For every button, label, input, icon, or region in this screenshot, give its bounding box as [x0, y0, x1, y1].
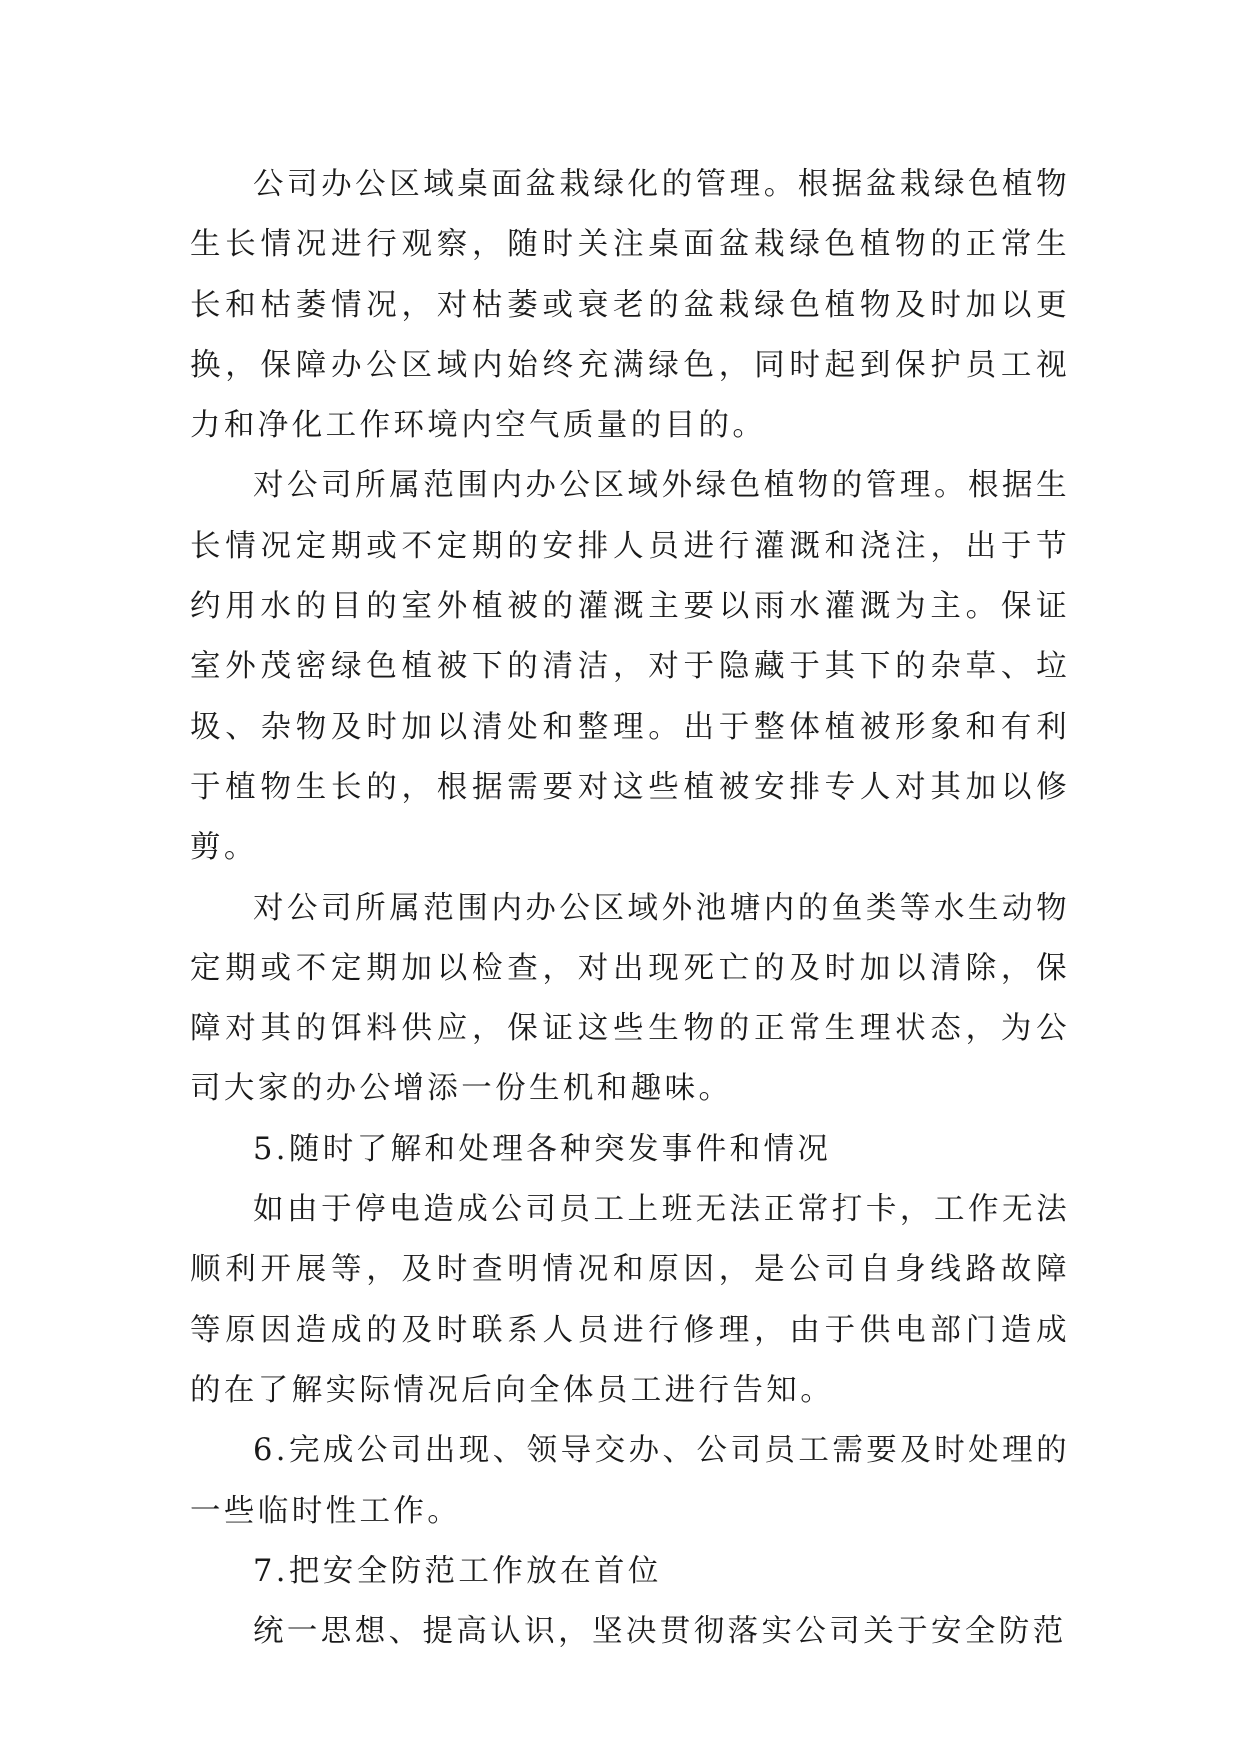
heading-safety-first: 7.把安全防范工作放在首位	[253, 1553, 662, 1589]
heading-emergencies: 5.随时了解和处理各种突发事件和情况	[253, 1131, 832, 1167]
paragraph-power-outage: 如由于停电造成公司员工上班无法正常打卡，工作无法顺利开展等，及时查明情况和原因，是公司自身线路故障等原因造成的及时联系人员进行修理，由于供电部门造成的在了解实际情况后向全体员工进行告知。	[190, 1192, 1070, 1408]
body-text	[190, 155, 1070, 1662]
paragraph-safety: 统一思想、提高认识，坚决贯彻落实公司关于安全防范	[253, 1614, 1067, 1650]
paragraph-outdoor-plants: 对公司所属范围内办公区域外绿色植物的管理。根据生长情况定期或不定期的安排人员进行灌溉和浇注，出于节约用水的目的室外植被的灌溉主要以雨水灌溉为主。保证室外茂密绿色植被下的清洁，对于隐藏于其下的杂草、垃圾、杂物及时加以清处和整理。出于整体植被形象和有利于植物生长的，根据需要对这些植被安排专人对其加以修剪。	[190, 468, 1070, 866]
paragraph-pond-animals: 对公司所属范围内办公区域外池塘内的鱼类等水生动物定期或不定期加以检查，对出现死亡的及时加以清除，保障对其的饵料供应，保证这些生物的正常生理状态，为公司大家的办公增添一份生机和趣味。	[190, 890, 1070, 1107]
heading-temporary-work: 6.完成公司出现、领导交办、公司员工需要及时处理的一些临时性工作。	[190, 1433, 1070, 1529]
paragraph-desk-plants: 公司办公区域桌面盆栽绿化的管理。根据盆栽绿色植物生长情况进行观察，随时关注桌面盆栽绿色植物的正常生长和枯萎情况，对枯萎或衰老的盆栽绿色植物及时加以更换，保障办公区域内始终充满绿色，同时起到保护员工视力和净化工作环境内空气质量的目的。	[190, 167, 1070, 444]
